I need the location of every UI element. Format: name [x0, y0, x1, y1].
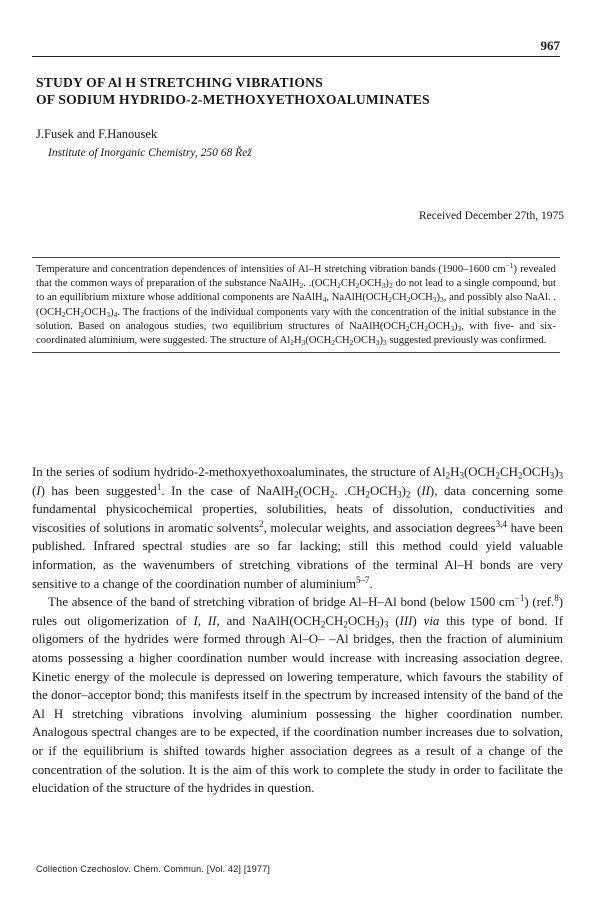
title-line-1: STUDY OF Al H STRETCHING VIBRATIONS — [36, 75, 323, 90]
received-date: Received December 27th, 1975 — [419, 210, 564, 222]
paragraph-1: In the series of sodium hydrido-2-methoxyethoxoaluminates, the structure of $Al_2H_3(OCH_2CH_2OCH_3)_3$ (I) has been suggested$^1$. In the case of $NaAlH_2(OCH_2$. $.CH_2OCH_3)_2$ (II), data concerning some fundamental physicochemical properties, solubilities, heats of dissolution, conductivities and viscosities of solutions in aromatic solvents$^2$, molecular weights, and association degrees$^{3,4}$ have been published. Infrared spectral studies are so far lacking; still this method could yield valuable information, as the wavenumbers of stretching vibrations of the terminal Al–H bonds are very sensitive to a change of the coordination number of aluminium$^{5-7}$. — [32, 465, 564, 591]
paragraph-2: The absence of the band of stretching vibration of bridge Al–H–Al bond (below 1500 $cm^{-1}$) (ref.$^8$) rules out oligomerization of I, II, and $NaAlH(OCH_2CH_2OCH_3)_3$ (III) via this type of bond. If oligomers of the hydrides were formed through Al–O– –Al bridges, then the fraction of aluminium atoms possessing a higher coordination number would increase with increasing association degree. Kinetic energy of the molecule is depressed on lowering temperature, which favours the stability of the donor–acceptor bond; this manifests itself in the spectrum by increased intensity of the band of the Al H stretching vibrations involving aluminium possessing the higher coordination number. Analogous spectral changes are to be expected, if the coordination number increases due to solvation, or if the equilibrium is shifted towards higher association degrees as a result of a change of the concentration of the solution. It is the aim of this work to complete the study in order to facilitate the elucidation of the structure of the hydrides in question. — [32, 593, 564, 796]
header-rule — [32, 56, 560, 57]
authors: J.Fusek and F.Hanousek — [36, 127, 158, 141]
article-title — [36, 74, 556, 108]
journal-footer: Collection Czechoslov. Chem. Commun. [Vol. 42] [1977] — [36, 864, 271, 874]
title-line-2: OF SODIUM HYDRIDO-2-METHOXYETHOXOALUMINATES — [36, 92, 430, 107]
abstract: Temperature and concentration dependences of intensities of Al–H stretching vibration bands (1900–1600 $cm^{-1}$) revealed that the common ways of preparation of the substance NaAlH$_2$. $.(OCH_2CH_2OCH_3)_2$ do not lead to a single compound, but to an equilibrium mixture whose additional components are NaAlH$_4$, $NaAlH(OCH_2CH_2OCH_3)_3$, and possibly also NaAl. $.(OCH_2CH_2OCH_3)_4$. The fractions of the individual components vary with the concentration of the initial substance in the solution. Based on analogous studies, two equilibrium structures of $NaAlH(OCH_2CH_2OCH_3)_3$, with five- and six-coordinated aluminium, were suggested. The structure of $Al_2H_3(OCH_2CH_2OCH_3)_3$ suggested previously was confirmed. — [32, 257, 560, 353]
page-number: 967 — [540, 38, 560, 53]
body-text — [32, 463, 563, 798]
affiliation: Institute of Inorganic Chemistry, 250 68 Řež — [48, 147, 252, 159]
